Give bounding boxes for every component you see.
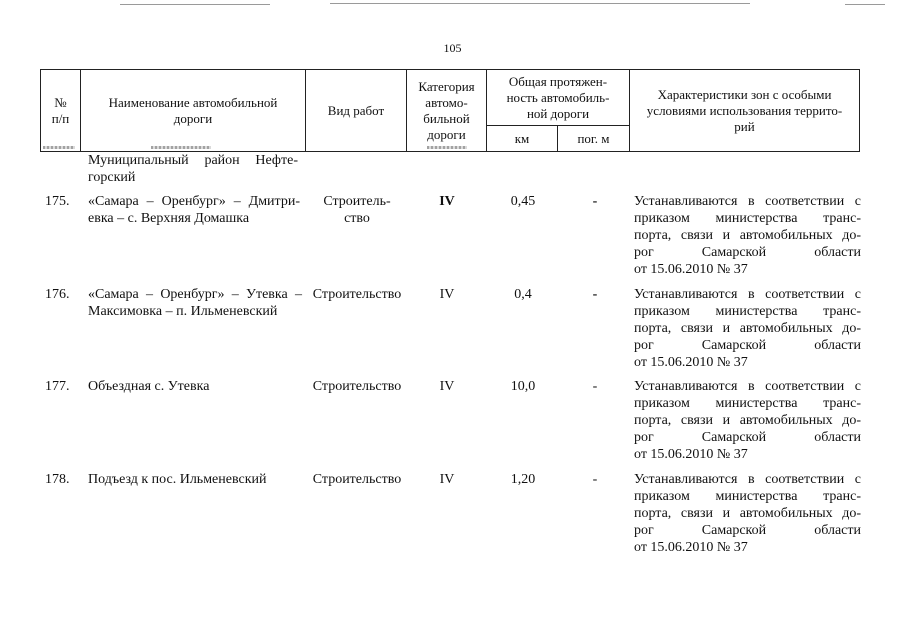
zone-characteristic-line: приказом министерства транс- <box>634 489 861 504</box>
zone-characteristic-line: порта, связи и автомобильных до- <box>634 228 861 243</box>
work-type: Строительство <box>312 287 402 302</box>
table-header <box>40 69 860 152</box>
header-work-type: Вид работ <box>327 102 385 118</box>
category: IV <box>439 194 455 209</box>
zone-characteristic-line: рог Самарской области <box>634 430 861 445</box>
scan-smudge <box>43 146 75 149</box>
road-name-line: Максимовка – п. Ильменевский <box>88 304 278 319</box>
zone-characteristic-line: рог Самарской области <box>634 523 861 538</box>
row-number: 177. <box>45 379 70 394</box>
category: IV <box>439 472 455 487</box>
scan-artifact-line <box>845 4 885 5</box>
scan-artifact-line <box>330 3 750 4</box>
work-type: Строительство <box>312 379 402 394</box>
zone-characteristic-line: рог Самарской области <box>634 338 861 353</box>
zone-characteristic-line: рог Самарской области <box>634 245 861 260</box>
header-running-meters: пог. м <box>577 130 610 146</box>
length-running-meters: - <box>592 194 598 209</box>
work-type: Строительство <box>312 472 402 487</box>
zone-characteristic-line: Устанавливаются в соответствии с <box>634 194 861 209</box>
zone-characteristic-line: от 15.06.2010 № 37 <box>634 447 748 462</box>
category: IV <box>439 379 455 394</box>
zone-characteristic-line: порта, связи и автомобильных до- <box>634 321 861 336</box>
row-number: 175. <box>45 194 70 209</box>
road-name-line: «Самара – Оренбург» – Утевка – <box>88 287 302 302</box>
zone-characteristic-line: от 15.06.2010 № 37 <box>634 262 748 277</box>
length-km: 1,20 <box>510 472 536 487</box>
road-name-line: Объездная с. Утевка <box>88 379 210 394</box>
header-zone-characteristics: Характеристики зон с особыми условиями использования террито- рий <box>646 86 843 134</box>
header-km: км <box>514 130 530 146</box>
zone-characteristic-line: от 15.06.2010 № 37 <box>634 355 748 370</box>
row-number: 178. <box>45 472 70 487</box>
zone-characteristic-line: порта, связи и автомобильных до- <box>634 413 861 428</box>
length-running-meters: - <box>592 379 598 394</box>
zone-characteristic-line: Устанавливаются в соответствии с <box>634 472 861 487</box>
zone-characteristic-line: порта, связи и автомобильных до- <box>634 506 861 521</box>
scan-smudge <box>151 146 211 149</box>
header-num: № п/п <box>51 94 70 126</box>
page-number: 105 <box>443 41 462 55</box>
work-type: ство <box>344 211 370 226</box>
header-total-length: Общая протяжен- ность автомобиль- ной дороги <box>506 73 610 121</box>
scan-smudge <box>427 146 467 149</box>
zone-characteristic-line: Устанавливаются в соответствии с <box>634 287 861 302</box>
work-type: Строитель- <box>323 194 391 209</box>
length-km: 0,45 <box>510 194 536 209</box>
header-road-name: Наименование автомобильной дороги <box>108 94 278 126</box>
row-number: 176. <box>45 287 70 302</box>
road-name-line: «Самара – Оренбург» – Дмитри- <box>88 194 300 209</box>
zone-characteristic-line: приказом министерства транс- <box>634 304 861 319</box>
length-running-meters: - <box>592 287 598 302</box>
zone-characteristic-line: приказом министерства транс- <box>634 396 861 411</box>
road-name-line: евка – с. Верхняя Домашка <box>88 211 250 226</box>
zone-characteristic-line: от 15.06.2010 № 37 <box>634 540 748 555</box>
length-running-meters: - <box>592 472 598 487</box>
zone-characteristic-line: Устанавливаются в соответствии с <box>634 379 861 394</box>
header-category: Категория автомо- бильной дороги <box>418 78 475 142</box>
road-name-line: Подъезд к пос. Ильменевский <box>88 472 267 487</box>
scan-artifact-line <box>120 4 270 5</box>
length-km: 10,0 <box>510 379 536 394</box>
zone-characteristic-line: приказом министерства транс- <box>634 211 861 226</box>
document-page: 105 № п/п Наименование автомобильной дороги Вид работ Категория автомо- бильной дороги Общая протяжен- ность автомобиль- ной дороги км пог. м Характеристики зон с особыми условиями использования террито- рий Муниципальный район Нефте- горский 175. «Самара – Оренбург» – Дмитри- евка – с. Верхняя Домашка Строитель- ство IV 0,45 - Устанавливаются в соответствии с приказом министерства транс- порта, связи и автомобильных до- рог Самарской области от 15.06.2010 № 37 176. «Самара – Оренбург» – Утевка – Максимовка – п. Ильменевский Строительство IV 0,4 - Устанавливаются в соответствии с приказом министерства транс- порта, связи и автомобильных до- рог Самарской области от 15.06.2010 № 37 177. Объездная с. Утевка Строительство IV 10,0 - Устанавливаются в соответствии с приказом министерства транс- порта, связи и автомобильных до- рог Самарской области от 15.06.2010 № 37 178. Подъезд к пос. Ильменевский Строительство IV 1,20 - Устанавливаются в соответствии с приказом министерства транс- порта, связи и автомобильных до- рог Самарской области от 15.06.2010 № 37 <box>0 0 905 640</box>
category: IV <box>439 287 455 302</box>
length-km: 0,4 <box>514 287 532 302</box>
